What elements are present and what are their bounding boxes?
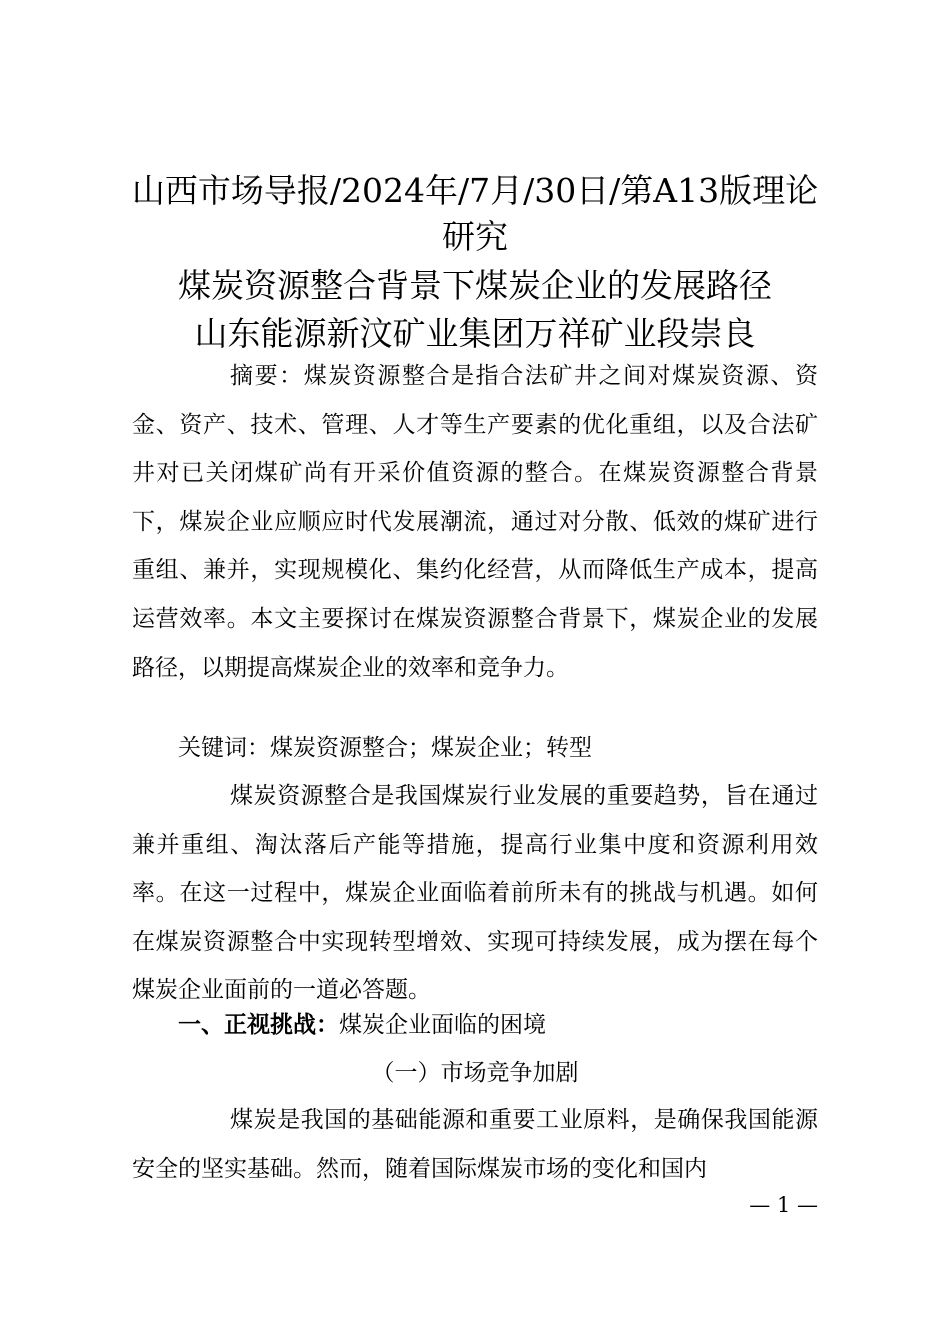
abstract-paragraph: 摘要：煤炭资源整合是指合法矿井之间对煤炭资源、资金、资产、技术、管理、人才等生产要素的优化重组，以及合法矿井对已关闭煤矿尚有开采价值资源的整合。在煤炭资源整合背景下，煤炭企业应顺应时代发展潮流，通过对分散、低效的煤矿进行重组、兼并，实现规模化、集约化经营，从而降低生产成本，提高运营效率。本文主要探讨在煤炭资源整合背景下，煤炭企业的发展路径，以期提高煤炭企业的效率和竞争力。 bbox=[132, 363, 818, 681]
article-title: 煤炭资源整合背景下煤炭企业的发展路径 bbox=[178, 266, 772, 305]
section-heading bbox=[178, 1001, 818, 1049]
intro-paragraph: 煤炭资源整合是我国煤炭行业发展的重要趋势，旨在通过兼并重组、淘汰落后产能等措施，提高行业集中度和资源利用效率。在这一过程中，煤炭企业面临着前所未有的挑战与机遇。如何在煤炭资源整合中实现转型增效、实现可持续发展，成为摆在每个煤炭企业面前的一道必答题。 bbox=[132, 783, 818, 1004]
section-heading-text: 煤炭企业面临的困境 bbox=[339, 1012, 546, 1038]
author-line: 山东能源新汶矿业集团万祥矿业段崇良 bbox=[194, 314, 756, 353]
subsection-heading: （一）市场竞争加剧 bbox=[371, 1060, 579, 1086]
source-line: 山西市场导报/2024年/7月/30日/第A13版理论研究 bbox=[131, 171, 819, 256]
page-number: — 1 — bbox=[749, 1193, 818, 1217]
keywords-line: 关键词：煤炭资源整合；煤炭企业；转型 bbox=[178, 735, 592, 761]
section-heading-bold: 一、正视挑战： bbox=[178, 1012, 339, 1038]
body-paragraph: 煤炭是我国的基础能源和重要工业原料，是确保我国能源安全的坚实基础。然而，随着国际煤炭市场的变化和国内 bbox=[132, 1107, 818, 1182]
